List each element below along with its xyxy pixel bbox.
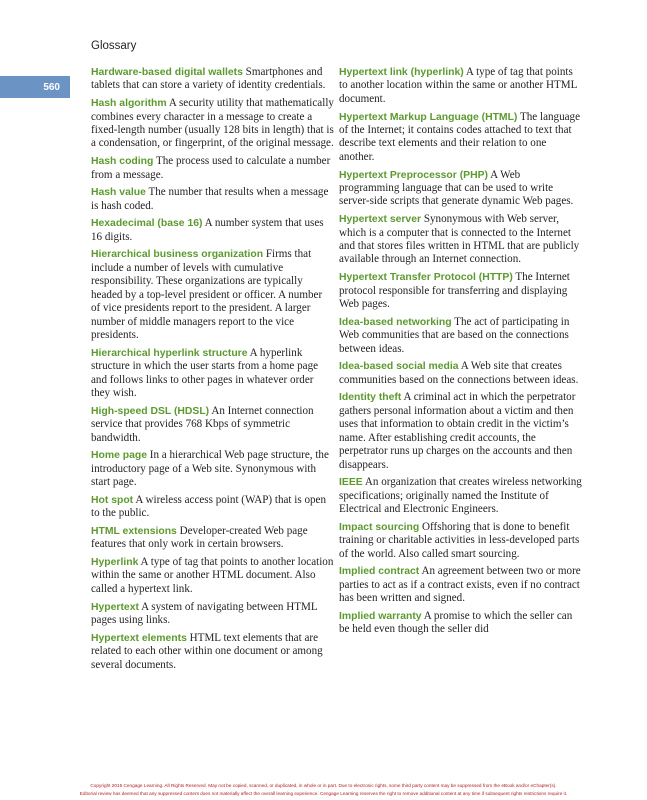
glossary-definition: The Internet protocol responsible for transferring and displaying Web pages. — [339, 271, 570, 310]
glossary-entry — [91, 217, 334, 244]
glossary-definition: A promise to which the seller can be held even though the seller did — [339, 609, 573, 636]
glossary-definition: A wireless access point (WAP) that is open to the public. — [91, 493, 327, 520]
glossary-definition: The act of participating in Web communities that are based on the connections between ideas. — [339, 315, 570, 355]
glossary-term: Hash algorithm — [91, 98, 167, 110]
glossary-entry — [91, 186, 334, 213]
glossary-definition: A system of navigating between HTML pages using links. — [91, 600, 318, 627]
glossary-entry — [91, 601, 334, 628]
glossary-entry — [339, 476, 582, 516]
glossary-definition: An Internet connection service that provides 768 Kbps of symmetric bandwidth. — [91, 404, 314, 444]
editorial-footer: Editorial review has deemed that any suppressed content does not materially affect the overall learning experience. Cengage Learning reserves the right to remove additional content at any time if subsequent rights restrictions require it. — [79, 791, 568, 796]
glossary-definition: A number system that uses 16 digits. — [91, 217, 324, 243]
glossary-term: Implied warranty — [339, 610, 422, 622]
glossary-term: Hypertext elements — [91, 632, 187, 644]
glossary-term: Hash coding — [91, 156, 154, 168]
glossary-definition: A Web programming language that can be used to write server-side scripts that generate dynamic Web pages. — [339, 168, 574, 208]
glossary-term: Idea-based social media — [339, 361, 459, 373]
glossary-entry — [339, 521, 582, 561]
glossary-entry — [339, 360, 582, 387]
glossary-definition: A hyperlink structure in which the user starts from a home page and follows links to other pages in whatever order they wish. — [91, 346, 319, 400]
glossary-entry — [91, 97, 334, 151]
glossary-entry — [339, 111, 582, 165]
glossary-term: Hierarchical hyperlink structure — [91, 347, 248, 359]
glossary-term: Impact sourcing — [339, 521, 420, 533]
glossary-term: Hypertext server — [339, 214, 422, 226]
glossary-entry — [91, 556, 334, 596]
glossary-term: Identity theft — [339, 392, 402, 404]
glossary-entry — [91, 449, 334, 489]
glossary-entry — [91, 347, 334, 401]
glossary-right-column — [339, 66, 582, 641]
glossary-definition: A type of tag that points to another location within the same or another HTML document. — [339, 66, 578, 105]
glossary-term: Hypertext Transfer Protocol (HTTP) — [339, 272, 513, 284]
glossary-definition: Synonymous with Web server, which is a computer that is connected to the Internet and that stores files written in HTML that are publicly available through an Internet connection. — [339, 213, 580, 266]
glossary-definition: Developer-created Web page features that only work in certain browsers. — [91, 524, 308, 551]
glossary-term: Hypertext — [91, 601, 139, 613]
glossary-term: High-speed DSL (HDSL) — [91, 405, 210, 417]
glossary-term: Hypertext Markup Language (HTML) — [339, 111, 518, 123]
glossary-entry — [339, 169, 582, 209]
glossary-definition: Firms that include a number of levels with cumulative responsibility. These organizations are typically headed by a top-level president or officer. A number of vice presidents report to the president. A larger number of middle managers report to the vice presidents. — [91, 248, 323, 342]
glossary-entry — [339, 316, 582, 356]
glossary-term: Hypertext Preprocessor (PHP) — [339, 169, 488, 181]
glossary-entry — [339, 66, 582, 106]
page-number-tab: 560 — [0, 76, 70, 98]
glossary-definition: An agreement between two or more parties to act as if a contract exists, even if no contract has been written and signed. — [339, 565, 581, 605]
glossary-entry — [91, 155, 334, 182]
glossary-left-column — [91, 66, 334, 676]
glossary-term: Hardware-based digital wallets — [91, 67, 243, 78]
page-header-title: Glossary — [91, 40, 137, 52]
copyright-footer: Copyright 2015 Cengage Learning. All Rights Reserved. May not be copied, scanned, or duplicated, in whole or in part. Due to electronic rights, some third party content may be suppressed from the eBook and/or eChapter(s). — [90, 783, 557, 788]
glossary-term: Hypertext link (hyperlink) — [339, 67, 464, 78]
glossary-term: Implied contract — [339, 566, 420, 578]
glossary-term: Idea-based networking — [339, 316, 452, 328]
glossary-entry — [91, 248, 334, 342]
glossary-entry — [91, 405, 334, 445]
glossary-term: Hash value — [91, 187, 146, 199]
glossary-definition: The number that results when a message is hash coded. — [91, 186, 329, 212]
glossary-term: Hexadecimal (base 16) — [91, 218, 203, 230]
glossary-term: Home page — [91, 450, 148, 462]
glossary-entry — [339, 610, 582, 637]
glossary-definition: An organization that creates wireless networking specifications; originally named the Institute of Electrical and Electronic Engineers. — [339, 476, 582, 516]
glossary-term: HTML extensions — [91, 525, 177, 537]
glossary-entry — [339, 565, 582, 605]
glossary-entry — [339, 213, 582, 267]
glossary-term: IEEE — [339, 477, 363, 489]
glossary-definition: A type of tag that points to another location within the same or another HTML document. Also called a hypertext link. — [91, 556, 334, 595]
glossary-term: Hot spot — [91, 494, 134, 506]
glossary-entry — [91, 525, 334, 552]
glossary-definition: Smartphones and tablets that can store a variety of identity credentials. — [91, 66, 326, 92]
glossary-definition: Offshoring that is done to benefit training or charitable activities in less-developed parts of the world. Also called smart sourcing. — [339, 520, 580, 560]
glossary-definition: A security utility that mathematically combines every character in a message to create a fixed-length number (usually 128 bits in length) that is a condensation, or fingerprint, of the original message. — [91, 97, 334, 150]
glossary-definition: A Web site that creates communities based on the connections between ideas. — [339, 360, 579, 386]
glossary-term: Hierarchical business organization — [91, 249, 264, 261]
glossary-term: Hyperlink — [91, 557, 139, 569]
glossary-definition: The language of the Internet; it contains codes attached to text that describe text elements and their relation to one another. — [339, 110, 581, 163]
glossary-definition: In a hierarchical Web page structure, the introductory page of a Web site. Synonymous with start page. — [91, 449, 329, 489]
glossary-entry — [91, 66, 334, 93]
glossary-definition: A criminal act in which the perpetrator gathers personal information about a victim and then uses that information to obtain credit in the victim’s name. After establishing credit accounts, the perpetrator runs up charges on the accounts and then disappears. — [339, 391, 576, 471]
glossary-entry — [91, 632, 334, 672]
glossary-definition: HTML text elements that are related to each other within one document or among several documents. — [91, 631, 323, 671]
glossary-definition: The process used to calculate a number from a message. — [91, 155, 331, 181]
glossary-entry — [339, 391, 582, 472]
glossary-entry — [339, 271, 582, 311]
glossary-entry — [91, 494, 334, 521]
